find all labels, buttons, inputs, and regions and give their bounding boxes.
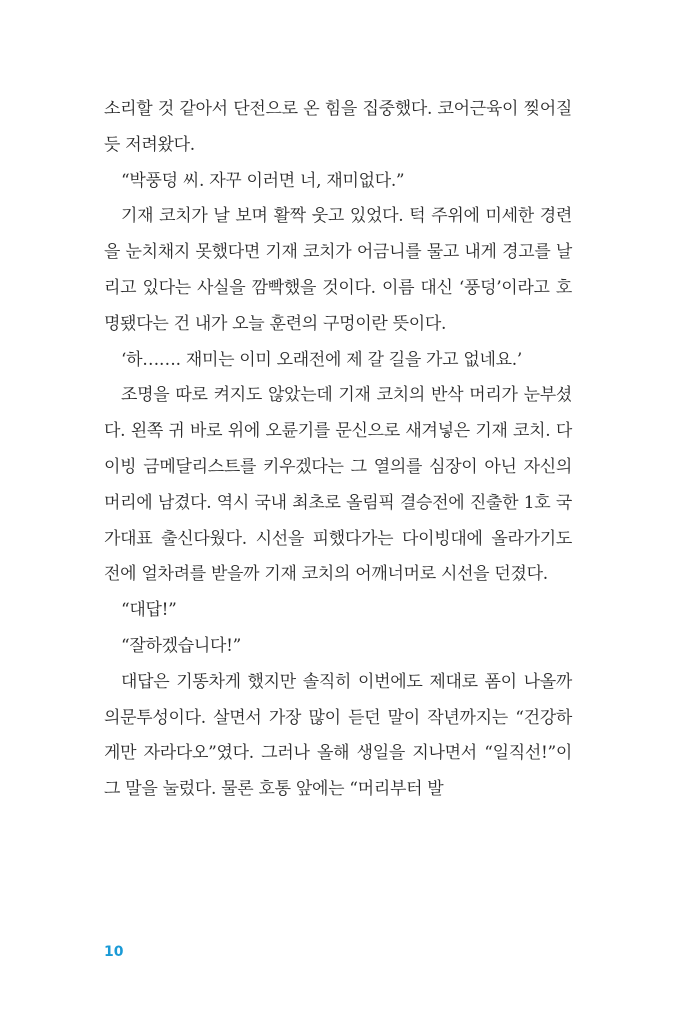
paragraph: 대답은 기똥차게 했지만 솔직히 이번에도 제대로 폼이 나올까 의문투성이다. 살면서 가장 많이 듣던 말이 작년까지는 “건강하게만 자라다오”였다. 그러나 올해 생일을 지나면서 “일직선!”이 그 말을 눌렀다. 물론 호통 앞에는 “머리부터 발: [104, 671, 572, 800]
body-text: [104, 92, 572, 808]
page-number: 10: [104, 944, 124, 960]
paragraph-dialogue: “잘하겠습니다!”: [121, 635, 242, 656]
paragraph-thought: ‘하……. 재미는 이미 오래전에 제 갈 길을 가고 없네요.’: [121, 349, 522, 370]
paragraph: 기재 코치가 날 보며 활짝 웃고 있었다. 턱 주위에 미세한 경련을 눈치채지 못했다면 기재 코치가 어금니를 물고 내게 경고를 날리고 있다는 사실을 깜빡했을 것이다. 이름 대신 ‘풍덩’이라고 호명됐다는 건 내가 오늘 훈련의 구멍이란 뜻이다.: [104, 206, 572, 334]
paragraph-dialogue: “박풍덩 씨. 자꾸 이러면 너, 재미없다.”: [121, 170, 405, 191]
paragraph-continuation: 소리할 것 같아서 단전으로 온 힘을 집중했다. 코어근육이 찢어질 듯 저려왔다.: [104, 99, 572, 155]
paragraph: 조명을 따로 켜지도 않았는데 기재 코치의 반삭 머리가 눈부셨다. 왼쪽 귀 바로 위에 오륜기를 문신으로 새겨넣은 기재 코치. 다이빙 금메달리스트를 키우겠다는 그 열의를 심장이 아닌 자신의 머리에 남겼다. 역시 국내 최초로 올림픽 결승전에 진출한 1호 국가대표 출신다웠다. 시선을 피했다가는 다이빙대에 올라가기도 전에 얼차려를 받을까 기재 코치의 어깨너머로 시선을 던졌다.: [104, 385, 572, 585]
paragraph-dialogue: “대답!”: [121, 600, 177, 621]
